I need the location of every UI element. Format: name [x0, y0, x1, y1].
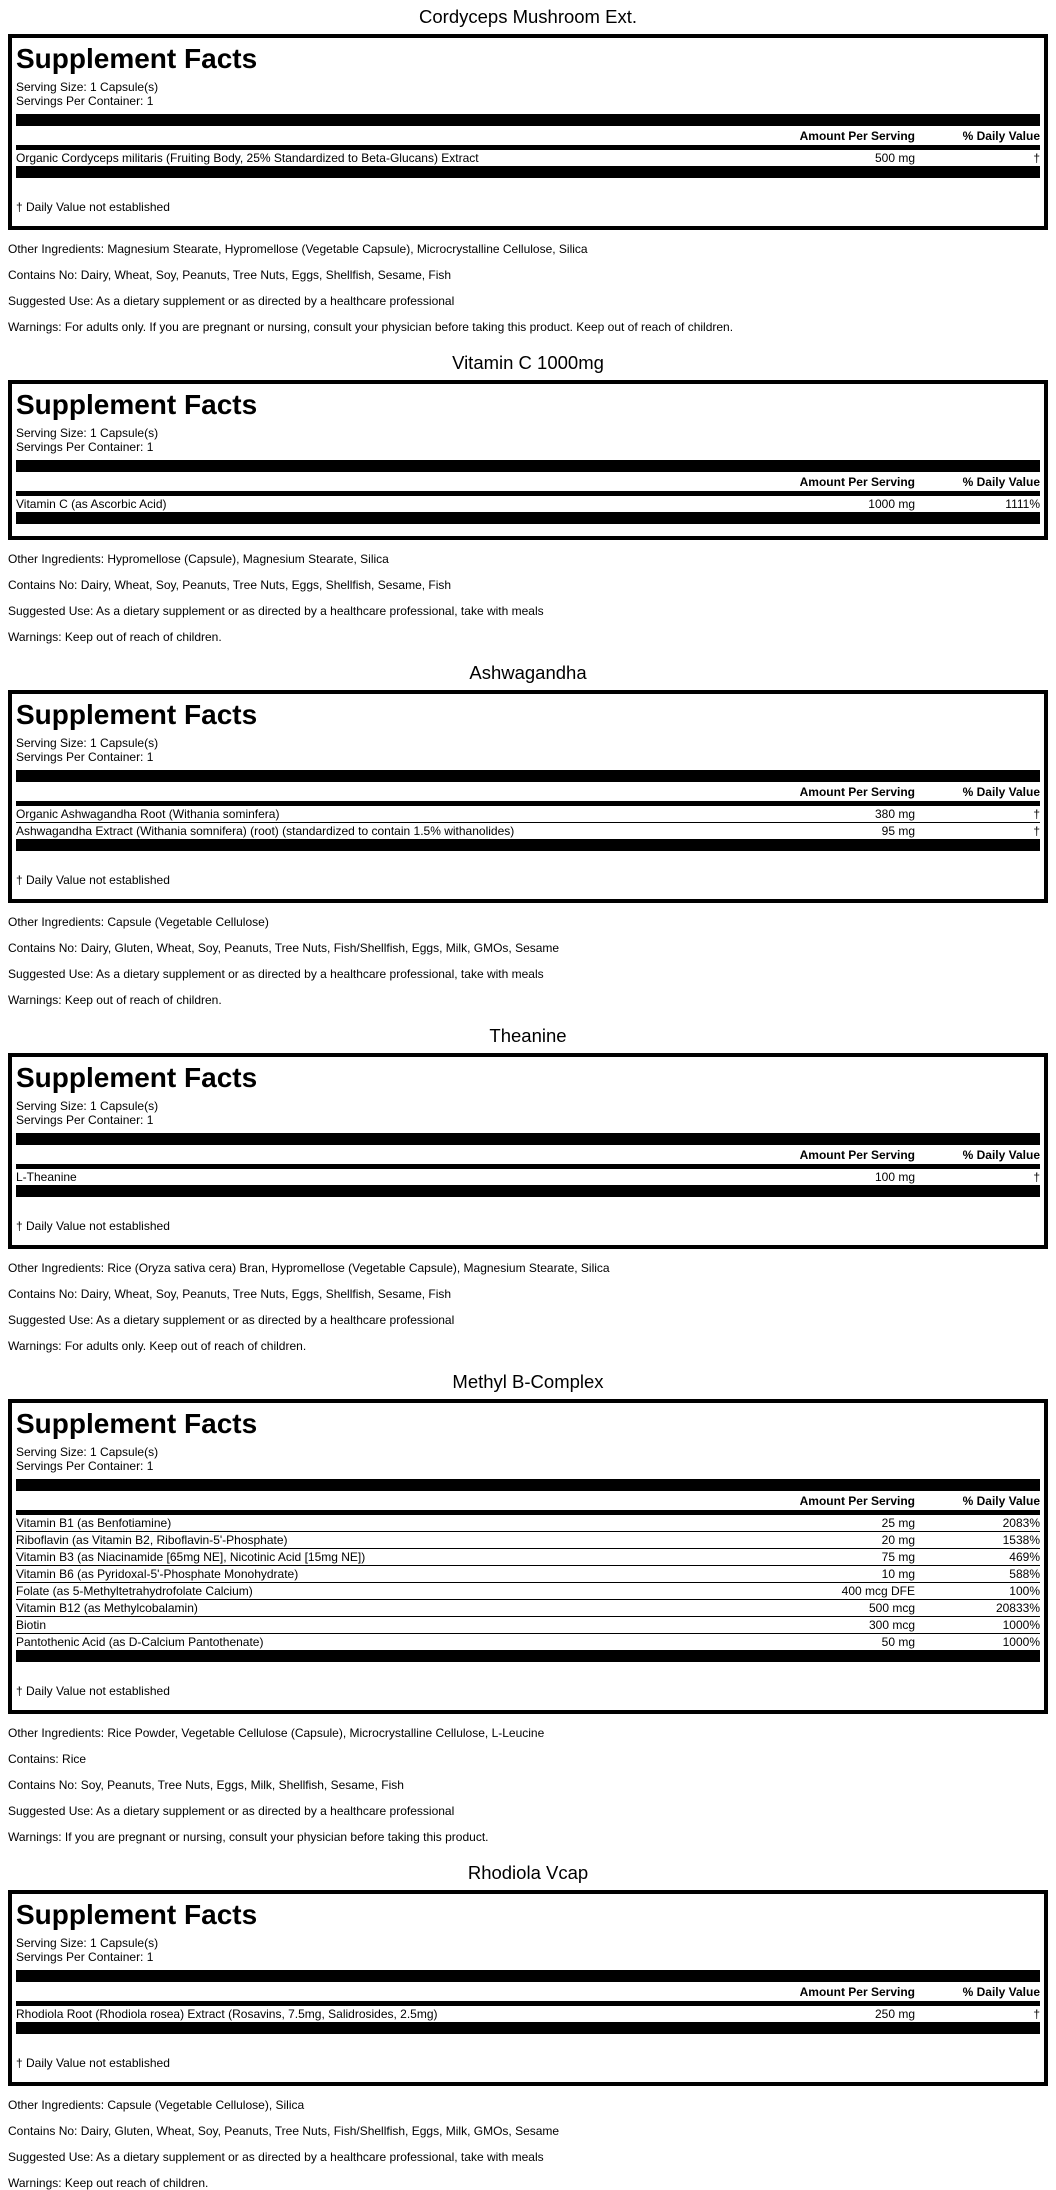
ingredient-row [16, 1169, 1040, 1185]
ingredient-amount: 25 mg [881, 1516, 915, 1530]
serving-size: Serving Size: 1 Capsule(s) [16, 1099, 159, 1113]
daily-value-footnote: † Daily Value not established [16, 1219, 170, 1233]
product-title: Rhodiola Vcap [467, 1862, 589, 1883]
ingredient-row [16, 2006, 1040, 2022]
serving-size: Serving Size: 1 Capsule(s) [16, 80, 159, 94]
ingredient-name: Vitamin C (as Ascorbic Acid) [16, 497, 167, 511]
supplement-facts-panel [8, 1890, 1048, 2086]
amount-per-serving-header: Amount Per Serving [799, 1985, 915, 1999]
amount-per-serving-header: Amount Per Serving [799, 129, 915, 143]
serving-size: Serving Size: 1 Capsule(s) [16, 1936, 159, 1950]
ingredient-daily-value: 469% [1009, 1550, 1040, 1564]
supplement-facts-heading: Supplement Facts [16, 43, 258, 74]
note-line: Contains No: Dairy, Wheat, Soy, Peanuts, Tree Nuts, Eggs, Shellfish, Sesame, Fish [8, 268, 452, 282]
ingredient-daily-value: 1538% [1002, 1533, 1040, 1547]
servings-per-container: Servings Per Container: 1 [16, 1113, 154, 1127]
note-line: Contains: Rice [8, 1752, 87, 1766]
ingredient-name: Organic Cordyceps militaris (Fruiting Body, 25% Standardized to Beta-Glucans) Extract [16, 151, 479, 165]
note-line: Suggested Use: As a dietary supplement or as directed by a healthcare professional [8, 294, 455, 308]
daily-value-footnote: † Daily Value not established [16, 1684, 170, 1698]
divider-bar [16, 1970, 1040, 1982]
divider-bar [16, 770, 1040, 782]
supplement-facts-panel [8, 1053, 1048, 1249]
ingredient-name: Vitamin B12 (as Methylcobalamin) [16, 1601, 198, 1615]
note-line: Other Ingredients: Rice (Oryza sativa cera) Bran, Hypromellose (Vegetable Capsule), Magnesium Stearate, Silica [8, 1261, 610, 1275]
ingredient-row [16, 1515, 1040, 1532]
daily-value-header: % Daily Value [962, 1148, 1040, 1162]
product-title: Methyl B-Complex [452, 1371, 604, 1392]
servings-per-container: Servings Per Container: 1 [16, 94, 154, 108]
daily-value-header: % Daily Value [962, 1985, 1040, 1999]
product-notes [8, 2086, 1048, 2190]
note-line: Other Ingredients: Hypromellose (Capsule), Magnesium Stearate, Silica [8, 552, 389, 566]
servings-per-container: Servings Per Container: 1 [16, 1459, 154, 1473]
ingredient-amount: 75 mg [881, 1550, 915, 1564]
daily-value-header: % Daily Value [962, 475, 1040, 489]
note-line: Contains No: Dairy, Gluten, Wheat, Soy, Peanuts, Tree Nuts, Fish/Shellfish, Eggs, Milk, GMOs, Sesame [8, 2124, 560, 2138]
note-line: Other Ingredients: Rice Powder, Vegetable Cellulose (Capsule), Microcrystalline Cellulose, L-Leucine [8, 1726, 545, 1740]
ingredient-row [16, 823, 1040, 839]
divider-bar [16, 166, 1040, 178]
product-notes [8, 903, 1048, 1007]
note-line: Contains No: Soy, Peanuts, Tree Nuts, Eggs, Milk, Shellfish, Sesame, Fish [8, 1778, 404, 1792]
amount-per-serving-header: Amount Per Serving [799, 785, 915, 799]
supplement-facts-heading: Supplement Facts [16, 1899, 258, 1930]
ingredient-row [16, 1634, 1040, 1650]
product-section [8, 1365, 1048, 1844]
facts-header-row [16, 128, 1040, 144]
servings-per-container: Servings Per Container: 1 [16, 440, 154, 454]
divider-bar [16, 1650, 1040, 1662]
product-notes [8, 540, 1048, 644]
ingredient-row [16, 806, 1040, 823]
note-line: Other Ingredients: Magnesium Stearate, Hypromellose (Vegetable Capsule), Microcrystalline Cellulose, Silica [8, 242, 588, 256]
ingredient-row [16, 1617, 1040, 1634]
product-section [8, 0, 1048, 334]
divider-bar [16, 2022, 1040, 2034]
daily-value-header: % Daily Value [962, 1494, 1040, 1508]
ingredient-daily-value: † [1033, 824, 1040, 838]
note-line: Warnings: Keep out of reach of children. [8, 993, 222, 1007]
ingredient-amount: 1000 mg [868, 497, 915, 511]
supplement-facts-heading: Supplement Facts [16, 1408, 258, 1439]
ingredient-amount: 95 mg [881, 824, 915, 838]
note-line: Contains No: Dairy, Wheat, Soy, Peanuts, Tree Nuts, Eggs, Shellfish, Sesame, Fish [8, 1287, 452, 1301]
divider-bar [16, 839, 1040, 851]
note-line: Other Ingredients: Capsule (Vegetable Cellulose), Silica [8, 2098, 305, 2112]
ingredient-name: Organic Ashwagandha Root (Withania sominfera) [16, 807, 280, 821]
ingredient-amount: 50 mg [881, 1635, 915, 1649]
ingredient-name: Vitamin B3 (as Niacinamide [65mg NE], Nicotinic Acid [15mg NE]) [16, 1550, 366, 1564]
ingredient-name: Rhodiola Root (Rhodiola rosea) Extract (Rosavins, 7.5mg, Salidrosides, 2.5mg) [16, 2007, 438, 2021]
ingredient-amount: 250 mg [874, 2007, 915, 2021]
ingredient-name: Biotin [16, 1618, 47, 1632]
note-line: Contains No: Dairy, Wheat, Soy, Peanuts, Tree Nuts, Eggs, Shellfish, Sesame, Fish [8, 578, 452, 592]
daily-value-footnote: † Daily Value not established [16, 2056, 170, 2070]
serving-size: Serving Size: 1 Capsule(s) [16, 426, 159, 440]
ingredient-amount: 380 mg [874, 807, 915, 821]
ingredient-daily-value: 588% [1009, 1567, 1040, 1581]
ingredient-amount: 500 mg [874, 151, 915, 165]
supplement-facts-heading: Supplement Facts [16, 389, 258, 420]
note-line: Warnings: For adults only. If you are pregnant or nursing, consult your physician before taking this product. Keep out of reach of children. [8, 320, 734, 334]
divider-bar [16, 1479, 1040, 1491]
ingredient-amount: 20 mg [881, 1533, 915, 1547]
facts-header-row [16, 784, 1040, 800]
product-section [8, 1019, 1048, 1353]
ingredient-daily-value: 2083% [1002, 1516, 1040, 1530]
ingredient-amount: 10 mg [881, 1567, 915, 1581]
product-notes [8, 230, 1048, 334]
product-section [8, 656, 1048, 1007]
ingredient-name: Vitamin B1 (as Benfotiamine) [16, 1516, 172, 1530]
divider-bar [16, 1185, 1040, 1197]
ingredient-row [16, 1600, 1040, 1617]
supplement-facts-panel [8, 380, 1048, 540]
ingredient-daily-value: † [1033, 2007, 1040, 2021]
note-line: Warnings: Keep out reach of children. [8, 2176, 209, 2190]
supplement-facts-panel [8, 1399, 1048, 1714]
divider-bar [16, 1133, 1040, 1145]
product-section [8, 346, 1048, 644]
product-title: Vitamin C 1000mg [452, 352, 604, 373]
ingredient-daily-value: † [1033, 807, 1040, 821]
ingredient-amount: 100 mg [874, 1170, 915, 1184]
facts-header-row [16, 1984, 1040, 2000]
facts-header-row [16, 1147, 1040, 1163]
serving-size: Serving Size: 1 Capsule(s) [16, 736, 159, 750]
divider-bar [16, 512, 1040, 524]
note-line: Warnings: For adults only. Keep out of reach of children. [8, 1339, 307, 1353]
supplement-facts-panel [8, 690, 1048, 903]
ingredient-daily-value: † [1033, 1170, 1040, 1184]
note-line: Suggested Use: As a dietary supplement or as directed by a healthcare professional, take with meals [8, 2150, 544, 2164]
facts-header-row [16, 474, 1040, 490]
ingredient-amount: 300 mcg [868, 1618, 915, 1632]
ingredient-row [16, 150, 1040, 166]
daily-value-header: % Daily Value [962, 129, 1040, 143]
servings-per-container: Servings Per Container: 1 [16, 1950, 154, 1964]
amount-per-serving-header: Amount Per Serving [799, 475, 915, 489]
ingredient-row [16, 496, 1040, 512]
note-line: Suggested Use: As a dietary supplement or as directed by a healthcare professional [8, 1313, 455, 1327]
ingredient-name: Folate (as 5-Methyltetrahydrofolate Calcium) [16, 1584, 253, 1598]
ingredient-row [16, 1566, 1040, 1583]
product-notes [8, 1249, 1048, 1353]
product-title: Cordyceps Mushroom Ext. [419, 6, 637, 27]
ingredient-row [16, 1549, 1040, 1566]
note-line: Warnings: Keep out of reach of children. [8, 630, 222, 644]
ingredient-name: Vitamin B6 (as Pyridoxal-5'-Phosphate Monohydrate) [16, 1567, 299, 1581]
supplement-facts-panel [8, 34, 1048, 230]
note-line: Suggested Use: As a dietary supplement or as directed by a healthcare professional, take with meals [8, 967, 544, 981]
serving-size: Serving Size: 1 Capsule(s) [16, 1445, 159, 1459]
ingredient-daily-value: 1000% [1002, 1618, 1040, 1632]
daily-value-footnote: † Daily Value not established [16, 873, 170, 887]
ingredient-name: Ashwagandha Extract (Withania somnifera) (root) (standardized to contain 1.5% withanolides) [16, 824, 515, 838]
ingredient-daily-value: † [1033, 151, 1040, 165]
daily-value-footnote: † Daily Value not established [16, 200, 170, 214]
ingredient-name: Riboflavin (as Vitamin B2, Riboflavin-5'-Phosphate) [16, 1533, 288, 1547]
note-line: Suggested Use: As a dietary supplement or as directed by a healthcare professional, take with meals [8, 604, 544, 618]
ingredient-daily-value: 1111% [1005, 497, 1040, 511]
ingredient-amount: 400 mcg DFE [841, 1584, 915, 1598]
ingredient-daily-value: 100% [1009, 1584, 1040, 1598]
note-line: Suggested Use: As a dietary supplement or as directed by a healthcare professional [8, 1804, 455, 1818]
divider-bar [16, 114, 1040, 126]
product-section [8, 1856, 1048, 2190]
supplement-facts-heading: Supplement Facts [16, 1062, 258, 1093]
daily-value-header: % Daily Value [962, 785, 1040, 799]
divider-bar [16, 460, 1040, 472]
note-line: Warnings: If you are pregnant or nursing, consult your physician before taking this product. [8, 1830, 489, 1844]
product-notes [8, 1714, 1048, 1844]
amount-per-serving-header: Amount Per Serving [799, 1148, 915, 1162]
ingredient-name: L-Theanine [16, 1170, 77, 1184]
note-line: Other Ingredients: Capsule (Vegetable Cellulose) [8, 915, 269, 929]
product-title: Ashwagandha [469, 662, 587, 683]
ingredient-name: Pantothenic Acid (as D-Calcium Pantothenate) [16, 1635, 264, 1649]
ingredient-daily-value: 20833% [995, 1601, 1040, 1615]
note-line: Contains No: Dairy, Gluten, Wheat, Soy, Peanuts, Tree Nuts, Fish/Shellfish, Eggs, Milk, GMOs, Sesame [8, 941, 560, 955]
ingredient-row [16, 1583, 1040, 1600]
facts-header-row [16, 1493, 1040, 1509]
product-title: Theanine [489, 1025, 567, 1046]
ingredient-row [16, 1532, 1040, 1549]
supplement-facts-heading: Supplement Facts [16, 699, 258, 730]
amount-per-serving-header: Amount Per Serving [799, 1494, 915, 1508]
ingredient-amount: 500 mcg [868, 1601, 915, 1615]
ingredient-daily-value: 1000% [1002, 1635, 1040, 1649]
servings-per-container: Servings Per Container: 1 [16, 750, 154, 764]
